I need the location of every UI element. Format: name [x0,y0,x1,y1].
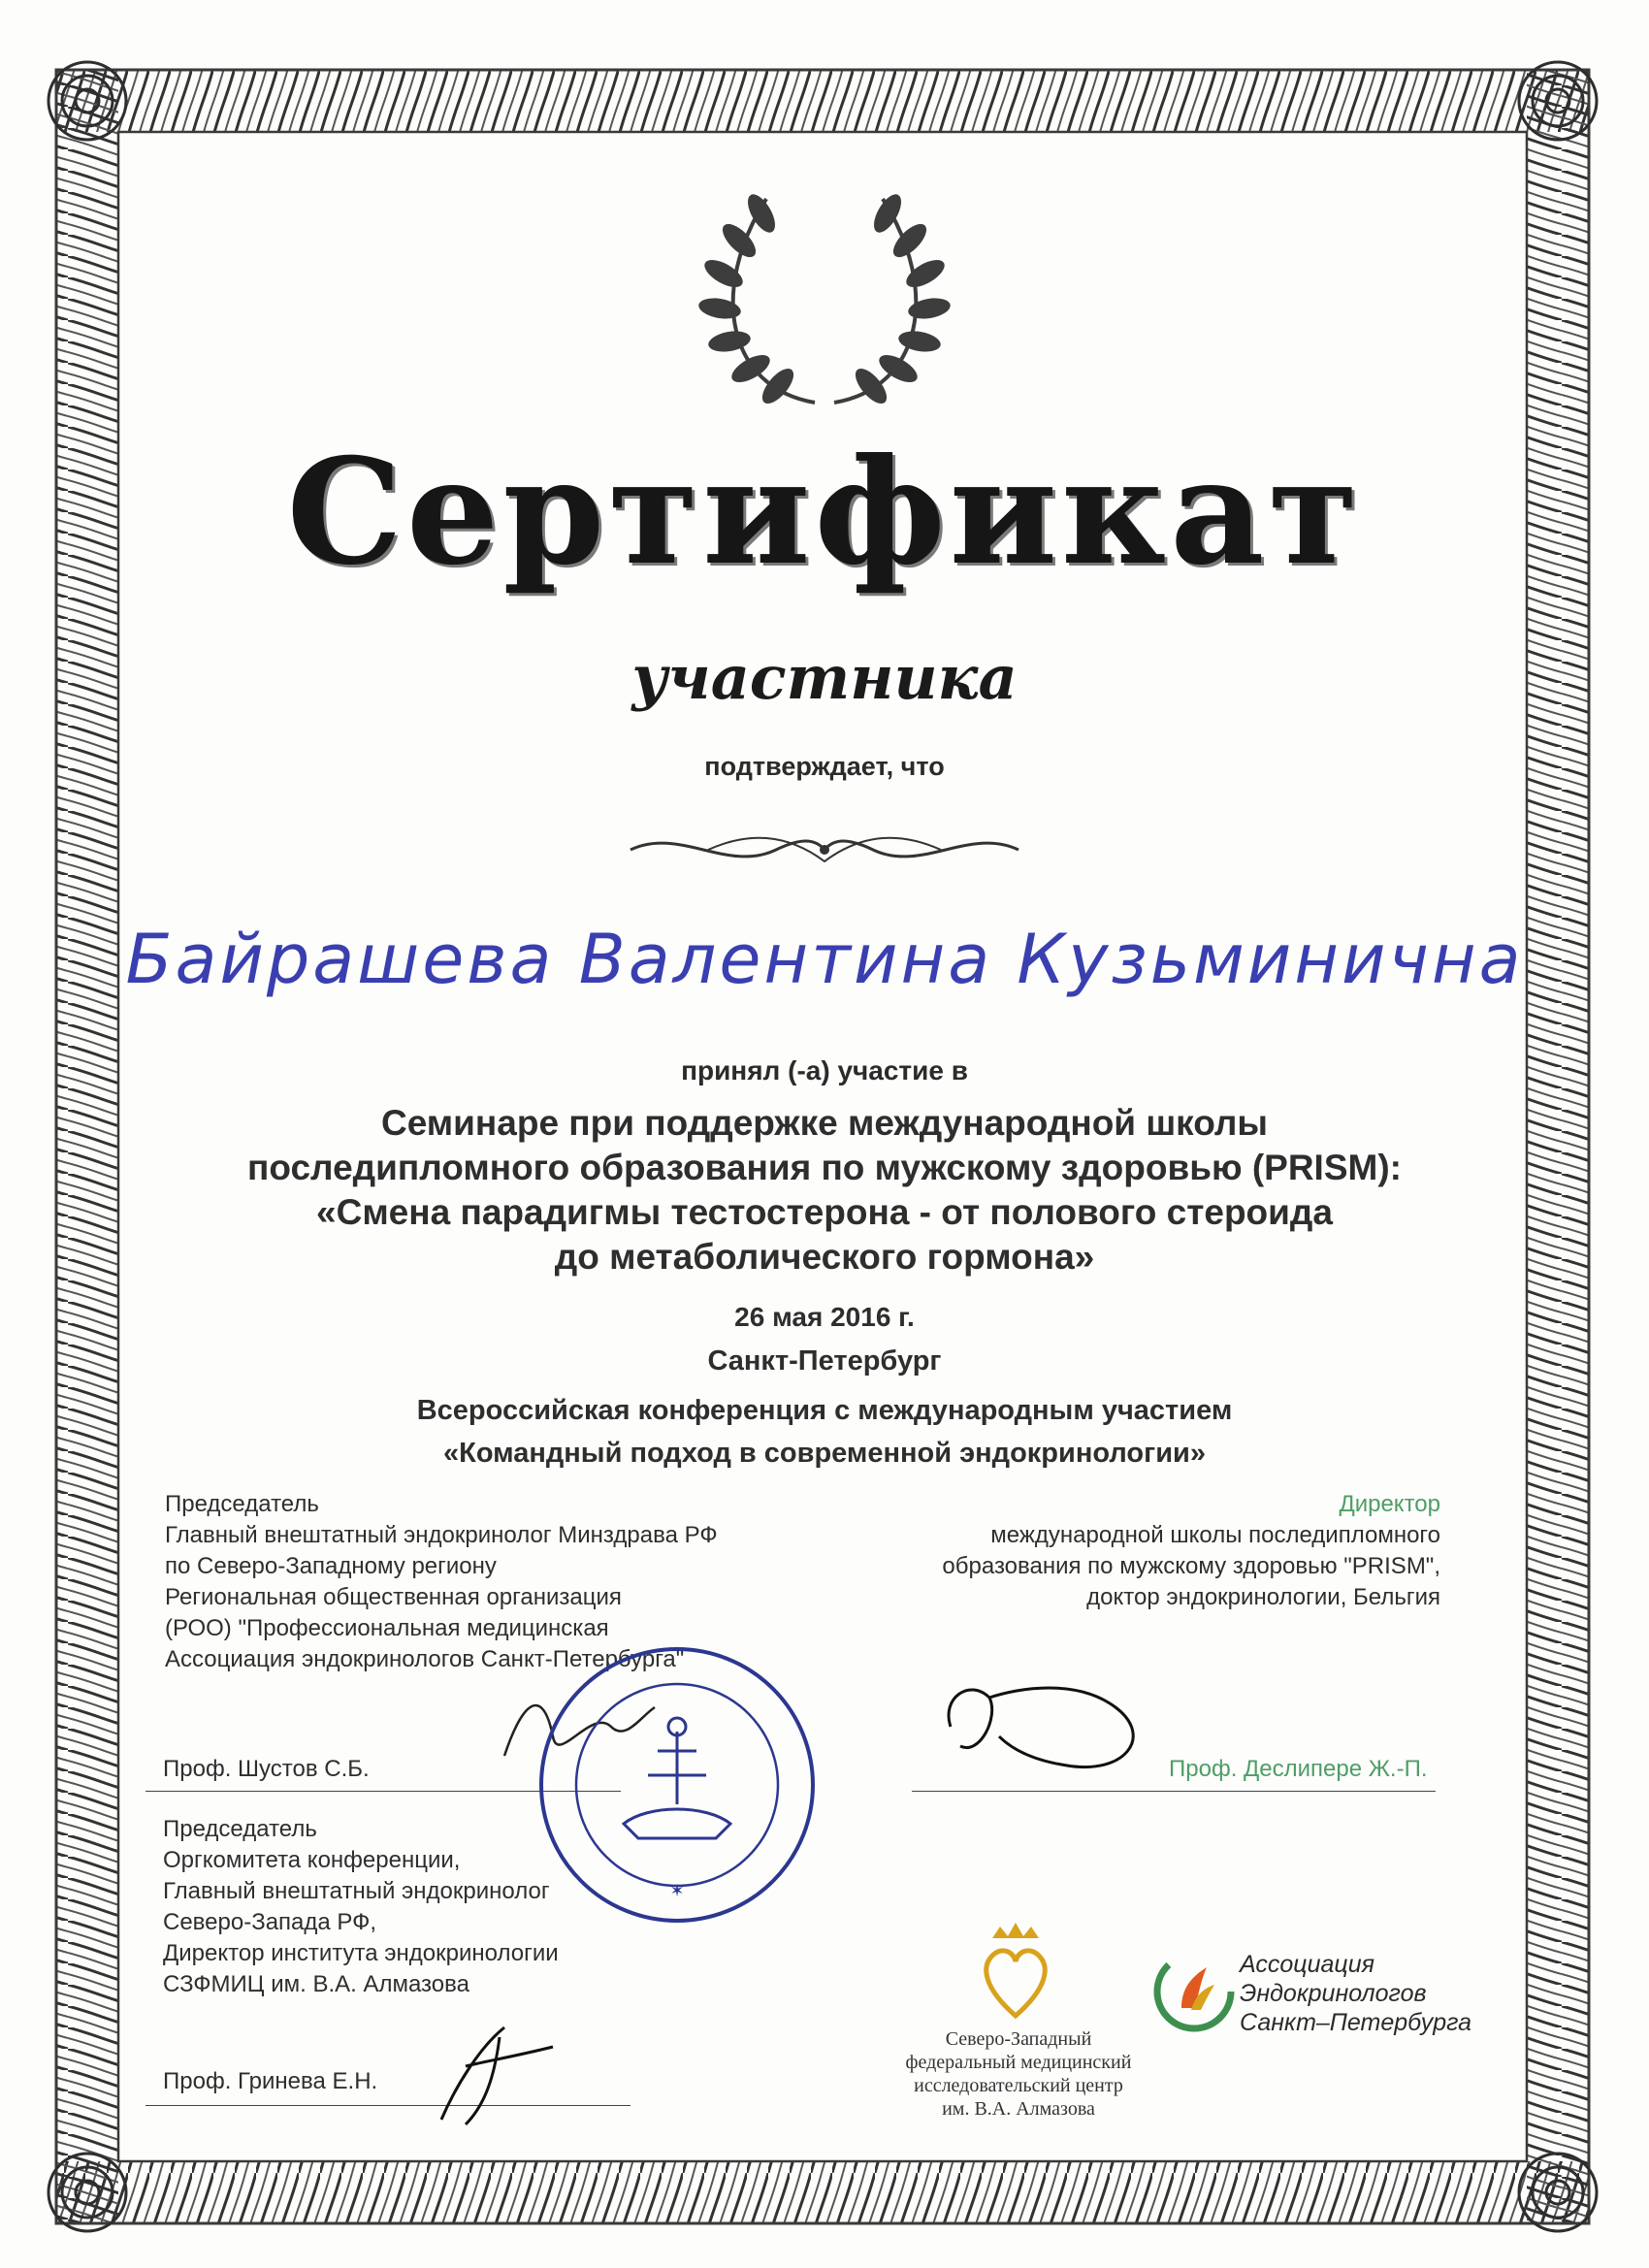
certificate-title: Сертификат [286,427,1363,598]
credential-line: Главный внештатный эндокринолог Минздрава РФ [165,1522,718,1548]
director-credentials [873,1489,1440,1613]
event-date: 26 мая 2016 г. [734,1302,915,1332]
certificate-subtitle: участника [631,642,1018,713]
association-name [1240,1950,1492,2037]
logo-line: Санкт–Петербурга [1240,2009,1472,2036]
ornament-divider [621,823,1028,877]
credential-line: Ассоциация эндокринологов Санкт-Петербурга" [165,1646,685,1672]
credential-line: Оргкомитета конференции, [163,1847,461,1873]
conference-title [0,1389,1649,1474]
logo-line: Ассоциация [1240,1951,1374,1978]
credential-line: международной школы последипломного [990,1522,1440,1548]
conference-line: Всероссийская конференция с международным участием [416,1395,1233,1426]
signature-line [912,1791,1436,1792]
credential-line: образования по мужскому здоровью "PRISM", [942,1553,1440,1579]
credential-line: Председатель [165,1491,319,1517]
credential-line: доктор эндокринологии, Бельгия [1086,1584,1440,1610]
credential-line: (РОО) "Профессиональная медицинская [165,1615,609,1641]
chairman-2-signature [427,2008,572,2134]
credential-line: Региональная общественная организация [165,1584,622,1610]
event-line: Семинаре при поддержке международной школы [381,1103,1268,1143]
credential-line: по Северо-Западному региону [165,1553,497,1579]
credential-line: Северо-Запада РФ, [163,1909,377,1935]
credential-line: Директор института эндокринологии [163,1940,559,1966]
director-signature [931,1659,1174,1785]
director-signature-name: Проф. Деслипере Ж.-П. [1169,1756,1428,1782]
chairman-1-signature-name: Проф. Шустов С.Б. [163,1756,370,1782]
event-description [0,1101,1649,1280]
participant-name: Байрашева Валентина Кузьминична [125,920,1524,999]
svg-text:✶: ✶ [669,1881,685,1901]
confirms-text: подтверждает, что [704,752,945,781]
credential-line: Главный внештатный эндокринолог [163,1878,550,1904]
laurel-wreath-icon [669,184,980,417]
logo-line: федеральный медицинский [905,2052,1132,2073]
director-title: Директор [1339,1491,1440,1517]
logo-line: им. В.А. Алмазова [942,2098,1095,2120]
logo-line: Северо-Западный [945,2028,1092,2050]
logo-line: Эндокринологов [1240,1980,1427,2007]
association-logo-icon [1152,1950,1236,2033]
event-line: до метаболического гормона» [554,1237,1095,1277]
chairman-2-signature-name: Проф. Гринева Е.Н. [163,2068,378,2094]
logo-line: исследовательский центр [914,2075,1123,2096]
event-line: последипломного образования по мужскому здоровью (PRISM): [247,1148,1402,1187]
credential-line: Председатель [163,1816,317,1842]
conference-line: «Командный подход в современной эндокринологии» [443,1438,1206,1469]
took-part-text: принял (-а) участие в [681,1055,968,1085]
almazov-center-logo [975,1919,1056,2025]
event-city: Санкт-Петербург [707,1345,942,1377]
event-line: «Смена парадигмы тестостерона - от полового стероида [316,1192,1333,1232]
almazov-center-name [873,2027,1164,2121]
chairman-2-credentials [163,1814,706,2000]
credential-line: СЗФМИЦ им. В.А. Алмазова [163,1971,469,1997]
